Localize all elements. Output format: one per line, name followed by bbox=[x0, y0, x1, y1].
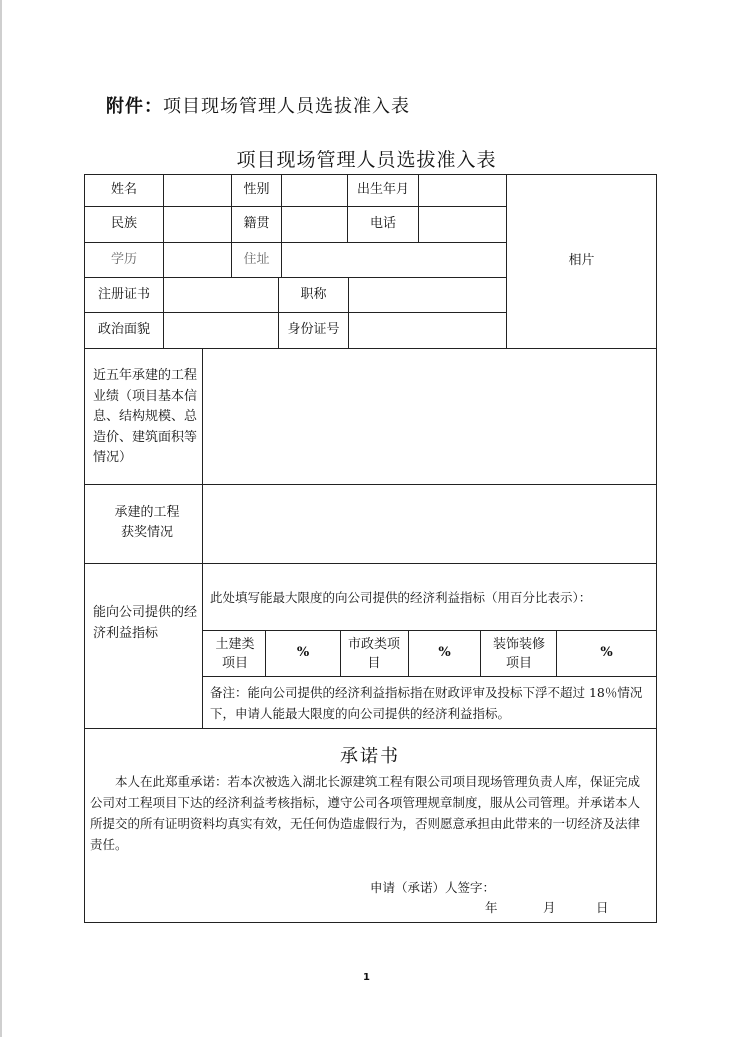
address-label: 住址 bbox=[243, 251, 270, 267]
id-number-label: 身份证号 bbox=[287, 322, 340, 338]
phone-label: 电话 bbox=[369, 216, 396, 232]
professional-title-label: 职称 bbox=[300, 286, 327, 302]
benefit-note: 备注：能向公司提供的经济利益指标指在财政评审及投标下浮不超过 18％情况下，申请人能最大限度的向公司提供的经济利益指标。 bbox=[210, 685, 643, 721]
form-title: 项目现场管理人员选拔准入表 bbox=[236, 149, 497, 171]
pledge-body: 本人在此郑重承诺：若本次被选入湖北长源建筑工程有限公司项目现场管理负责人库，保证完成公司对工程项目下达的经济利益考核指标，遵守公司各项管理规章制度，服从公司管理。并承诺本人所提交的所有证明资料均真实有效，无任何伪造虚假行为，否则愿意承担由此带来的一切经济及法律责任。 bbox=[90, 774, 641, 852]
performance-label: 近五年承建的工程业绩（项目基本信息、结构规模、总造价、建筑面积等情况） bbox=[93, 368, 198, 465]
attachment-heading: 附件：项目现场管理人员选拔准入表 bbox=[106, 96, 410, 117]
birth-label: 出生年月 bbox=[356, 182, 409, 198]
decoration-project-label: 装饰装修项目 bbox=[492, 636, 545, 671]
municipal-project-label: 市政类项目 bbox=[347, 636, 400, 671]
name-label: 姓名 bbox=[110, 182, 137, 198]
native-place-label: 籍贯 bbox=[243, 216, 270, 232]
decoration-percent: % bbox=[600, 645, 613, 661]
date-month: 月 bbox=[543, 900, 556, 915]
civil-percent: % bbox=[296, 645, 310, 661]
date-day: 日 bbox=[596, 900, 609, 915]
benefit-label: 能向公司提供的经济利益指标 bbox=[93, 605, 198, 641]
pledge-title: 承诺书 bbox=[340, 746, 400, 767]
political-status-label: 政治面貌 bbox=[97, 322, 150, 338]
gender-label: 性别 bbox=[243, 182, 270, 198]
civil-project-label: 土建类项目 bbox=[215, 636, 255, 671]
date-year: 年 bbox=[485, 900, 498, 915]
page-number: 1 bbox=[363, 972, 370, 983]
ethnicity-label: 民族 bbox=[110, 216, 137, 232]
municipal-percent: % bbox=[438, 645, 451, 661]
photo-label: 相片 bbox=[568, 253, 595, 269]
certificate-label: 注册证书 bbox=[97, 286, 150, 302]
education-label: 学历 bbox=[110, 251, 137, 267]
benefit-instruction: 此处填写能最大限度的向公司提供的经济利益指标（用百分比表示）： bbox=[210, 590, 592, 605]
awards-label: 承建的工程获奖情况 bbox=[114, 505, 180, 540]
signature-label: 申请（承诺）人签字： bbox=[370, 880, 496, 895]
